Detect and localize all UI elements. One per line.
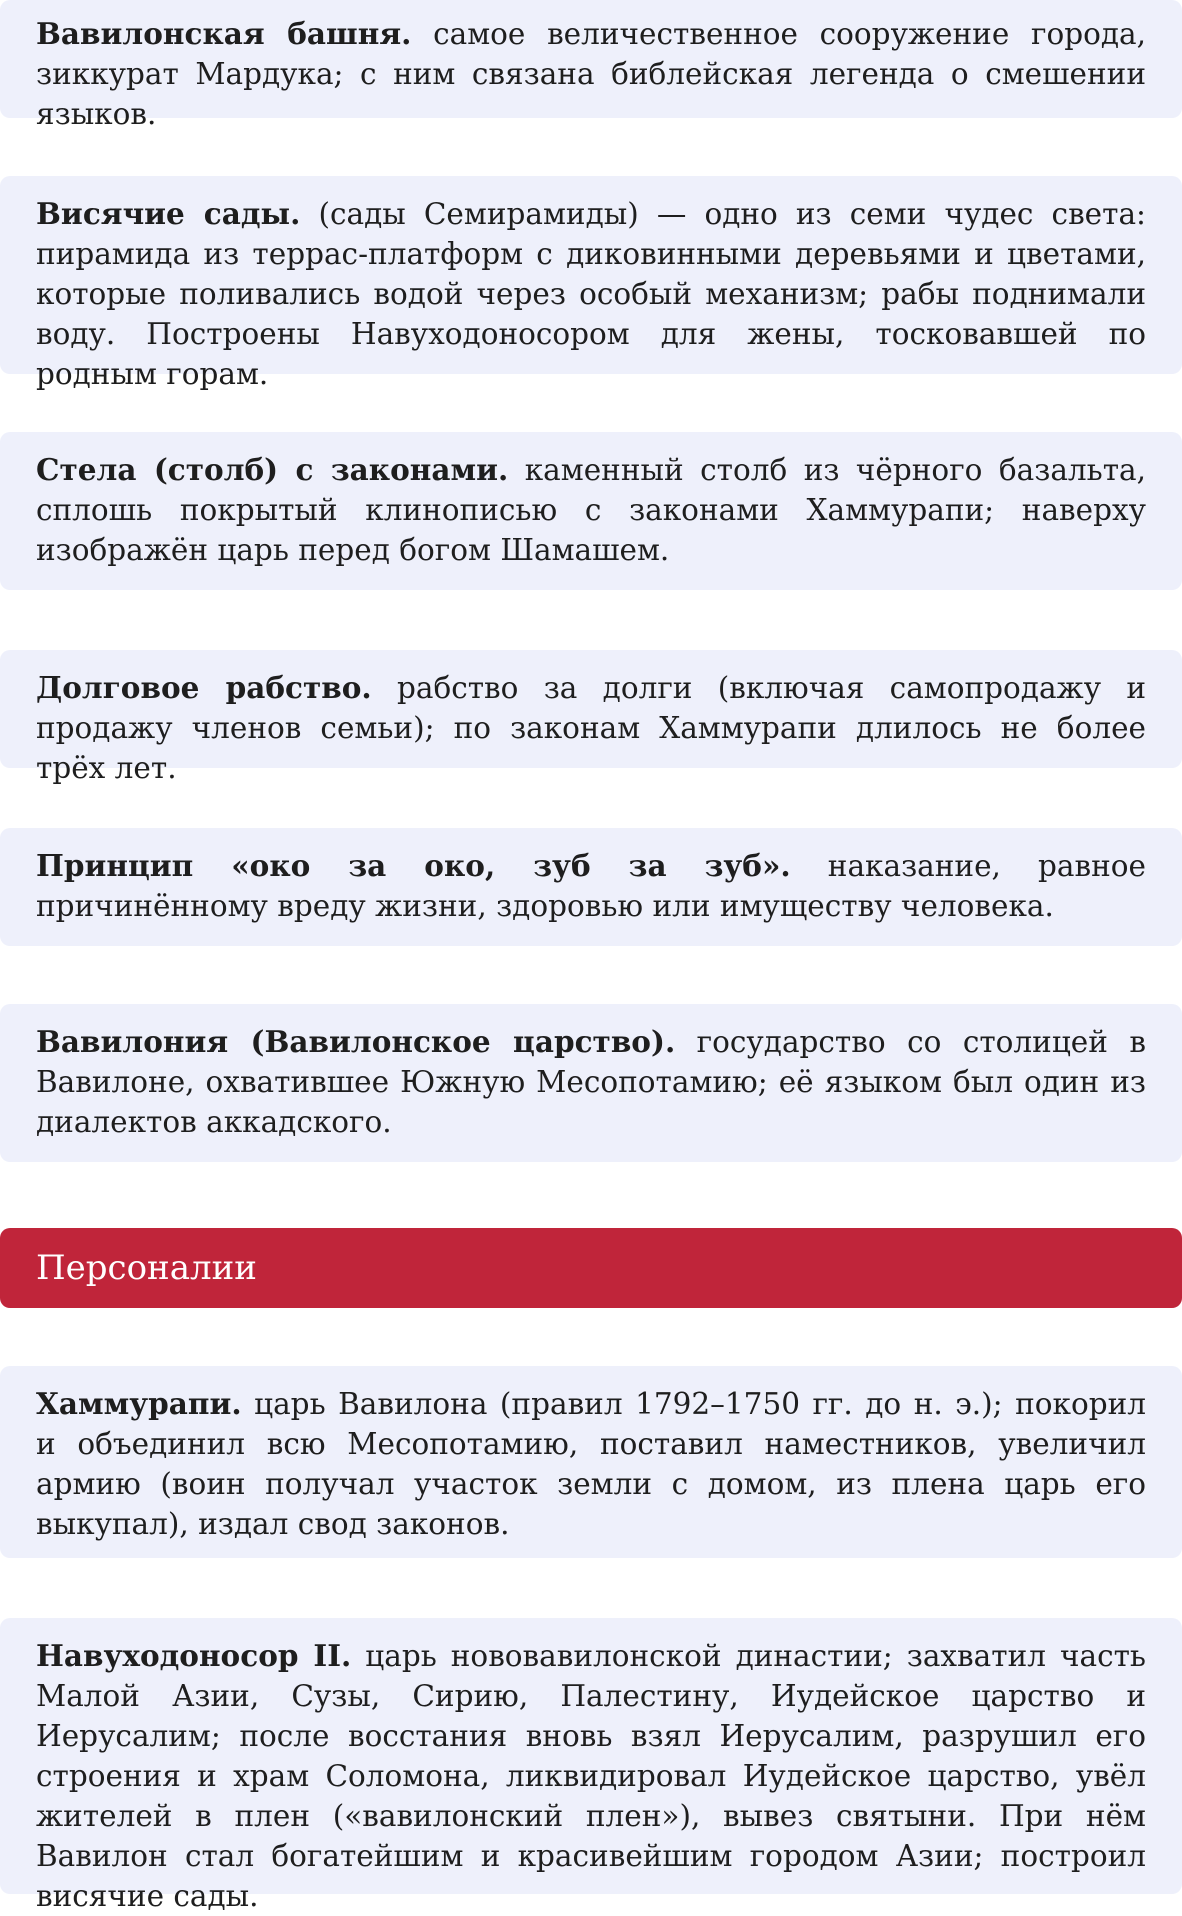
term-paragraph (36, 450, 1146, 570)
section-header-personalities (0, 1228, 1182, 1308)
term-paragraph (36, 668, 1146, 788)
person-name: Хаммурапи. (36, 1386, 242, 1421)
term-definition: каменный столб из чёрного базальта, сплошь покрытый клинописью с законами Хаммурапи; наверху изображён царь перед богом Шамашем. (36, 453, 1146, 567)
term-title: Долговое рабство. (36, 670, 372, 705)
term-title: Принцип «око за око, зуб за зуб». (36, 848, 791, 883)
term-definition: наказание, равное причинённому вреду жизни, здоровью или имуществу человека. (36, 849, 1146, 923)
term-paragraph (36, 14, 1146, 134)
person-paragraph (36, 1384, 1146, 1544)
person-card-hammurabi (0, 1366, 1182, 1558)
person-description: царь нововавилонской династии; захватил часть Малой Азии, Сузы, Сирию, Палестину, Иудейское царство и Иерусалим; после восстания вновь взял Иерусалим, разрушил его строения и храм Соломона, ликвидировал Иудейское царство, увёл жителей в плен («вавилонский плен»), вывез святыни. При нём Вавилон стал богатейшим и красивейшим городом Азии; построил висячие сады. (36, 1639, 1146, 1913)
term-paragraph (36, 194, 1146, 394)
term-card-babel-tower (0, 0, 1182, 131)
term-definition: государство со столицей в Вавилоне, охватившее Южную Месопотамию; её языком был один из диалектов аккадского. (36, 1025, 1146, 1139)
term-card-eye-for-eye (0, 828, 1182, 946)
term-definition: рабство за долги (включая самопродажу и продажу членов семьи); по законам Хаммурапи длилось не более трёх лет. (36, 671, 1146, 785)
term-paragraph (36, 846, 1146, 926)
person-description: царь Вавилона (правил 1792–1750 гг. до н. э.); покорил и объединил всю Месопотамию, поставил наместников, увеличил армию (воин получал участок земли с домом, из плена царь его выкупал), издал свод законов. (36, 1387, 1146, 1541)
person-paragraph (36, 1636, 1146, 1916)
term-definition: самое величественное сооружение города, зиккурат Мардука; с ним связана библейская легенда о смешении языков. (36, 17, 1146, 131)
term-definition: (сады Семирамиды) — одно из семи чудес света: пирамида из террас-платформ с диковинными деревьями и цветами, которые поливались водой через особый механизм; рабы поднимали воду. Построены Навуходоносором для жены, тосковавшей по родным горам. (36, 197, 1146, 391)
term-paragraph (36, 1022, 1146, 1142)
term-card-babylonia (0, 1004, 1182, 1162)
term-title: Висячие сады. (36, 196, 301, 231)
person-card-nebuchadnezzar (0, 1618, 1182, 1913)
term-card-hanging-gardens (0, 176, 1182, 391)
term-card-law-stele (0, 432, 1182, 590)
person-name: Навуходоносор II. (36, 1638, 352, 1673)
term-title: Вавилонская башня. (36, 16, 412, 51)
term-card-debt-slavery (0, 650, 1182, 785)
section-title: Персоналии (36, 1248, 257, 1288)
term-title: Вавилония (Вавилонское царство). (36, 1024, 676, 1059)
term-title: Стела (столб) с законами. (36, 452, 509, 487)
